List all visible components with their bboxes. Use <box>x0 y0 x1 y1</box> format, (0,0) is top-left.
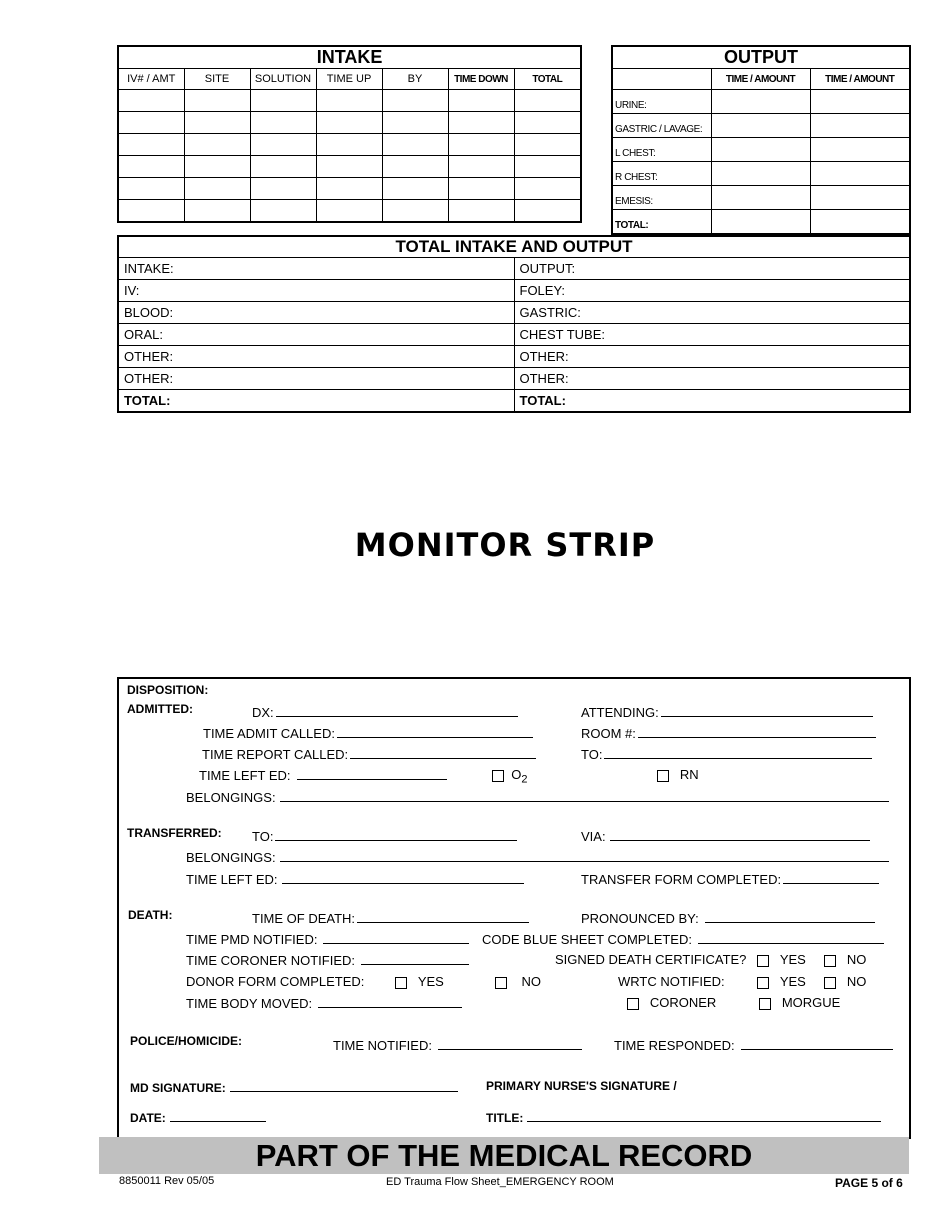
table-row <box>118 324 910 346</box>
table-cell[interactable] <box>514 156 581 178</box>
table-row <box>118 112 581 134</box>
wrtc-label: WRTC NOTIFIED: <box>618 974 725 989</box>
io-label[interactable]: ORAL: <box>118 324 514 346</box>
checkbox-icon <box>757 977 769 989</box>
table-cell[interactable] <box>118 90 184 112</box>
wrtc-yes-checkbox[interactable]: YES <box>757 974 806 989</box>
table-cell[interactable] <box>448 90 514 112</box>
col-header: SOLUTION <box>250 69 316 90</box>
transfer-belongings-field[interactable]: BELONGINGS: <box>186 849 889 865</box>
table-cell[interactable] <box>184 112 250 134</box>
table-cell[interactable] <box>711 186 810 210</box>
checkbox-icon <box>759 998 771 1010</box>
io-label[interactable]: OTHER: <box>118 368 514 390</box>
table-cell[interactable] <box>382 156 448 178</box>
table-cell[interactable] <box>316 156 382 178</box>
table-cell[interactable] <box>316 112 382 134</box>
checkbox-icon <box>495 977 507 989</box>
io-label[interactable]: FOLEY: <box>514 280 910 302</box>
io-total-label[interactable]: TOTAL: <box>118 390 514 413</box>
col-header: TOTAL <box>514 69 581 90</box>
wrtc-no-checkbox[interactable]: NO <box>824 974 866 989</box>
table-cell[interactable] <box>514 134 581 156</box>
table-cell[interactable] <box>448 112 514 134</box>
checkbox-icon <box>757 955 769 967</box>
o2-checkbox[interactable]: $O_2$ <box>492 767 527 788</box>
table-row <box>118 156 581 178</box>
dx-field[interactable]: DX: <box>252 704 518 720</box>
col-header: IV# / AMT <box>118 69 184 90</box>
checkbox-icon <box>824 955 836 967</box>
disposition-heading: DISPOSITION: <box>127 683 209 697</box>
time-pmd-field[interactable]: TIME PMD NOTIFIED: <box>186 931 469 947</box>
table-cell[interactable] <box>810 162 910 186</box>
belongings-field[interactable]: BELONGINGS: <box>186 789 889 805</box>
table-row <box>612 162 910 186</box>
col-header: TIME UP <box>316 69 382 90</box>
output-row-label: EMESIS: <box>612 186 711 210</box>
io-label[interactable]: CHEST TUBE: <box>514 324 910 346</box>
io-label[interactable]: OTHER: <box>514 368 910 390</box>
checkbox-icon <box>492 770 504 782</box>
medical-record-banner: PART OF THE MEDICAL RECORD <box>99 1137 909 1174</box>
time-of-death-field[interactable]: TIME OF DEATH: <box>252 910 529 926</box>
table-cell[interactable] <box>184 90 250 112</box>
table-cell[interactable] <box>448 200 514 223</box>
page-number: PAGE 5 of 6 <box>835 1176 903 1190</box>
table-cell[interactable] <box>514 90 581 112</box>
transfer-time-left-ed-field[interactable]: TIME LEFT ED: <box>186 871 524 887</box>
to-field[interactable]: TO: <box>581 746 872 762</box>
table-row <box>118 346 910 368</box>
table-cell[interactable] <box>118 178 184 200</box>
table-cell[interactable] <box>711 90 810 114</box>
form-number: 8850011 Rev 05/05 <box>119 1175 215 1187</box>
table-row <box>118 302 910 324</box>
transfer-form-field[interactable]: TRANSFER FORM COMPLETED: <box>581 871 879 887</box>
table-row <box>612 138 910 162</box>
table-cell[interactable] <box>711 162 810 186</box>
date-field[interactable]: DATE: <box>130 1109 266 1126</box>
table-cell[interactable] <box>184 134 250 156</box>
checkbox-icon <box>395 977 407 989</box>
output-title: OUTPUT <box>612 46 910 69</box>
table-row <box>118 280 910 302</box>
output-row-label: TOTAL: <box>612 210 711 235</box>
table-row <box>118 368 910 390</box>
table-row <box>118 178 581 200</box>
title-field[interactable]: TITLE: <box>486 1109 881 1126</box>
table-cell[interactable] <box>250 178 316 200</box>
time-report-called-field[interactable]: TIME REPORT CALLED: <box>202 746 536 762</box>
table-cell[interactable] <box>316 178 382 200</box>
intake-title: INTAKE <box>118 46 581 69</box>
via-field[interactable]: VIA: <box>581 828 870 844</box>
table-cell[interactable] <box>711 138 810 162</box>
table-cell[interactable] <box>250 200 316 223</box>
table-cell[interactable] <box>250 156 316 178</box>
table-cell[interactable] <box>118 156 184 178</box>
io-label[interactable]: GASTRIC: <box>514 302 910 324</box>
table-cell[interactable] <box>118 200 184 223</box>
table-cell[interactable] <box>514 200 581 223</box>
table-cell[interactable] <box>448 178 514 200</box>
table-cell[interactable] <box>448 134 514 156</box>
table-row <box>118 258 910 280</box>
col-header: TIME / AMOUNT <box>810 69 910 90</box>
table-row <box>118 200 581 223</box>
io-label[interactable]: INTAKE: <box>118 258 514 280</box>
transfer-to-field[interactable]: TO: <box>252 828 517 844</box>
intake-table <box>117 45 582 223</box>
table-cell[interactable] <box>382 90 448 112</box>
io-label[interactable]: OUTPUT: <box>514 258 910 280</box>
io-label[interactable]: IV: <box>118 280 514 302</box>
col-header: TIME DOWN <box>448 69 514 90</box>
col-header: BY <box>382 69 448 90</box>
coroner-checkbox[interactable]: CORONER <box>627 995 716 1010</box>
checkbox-icon <box>824 977 836 989</box>
table-row <box>118 90 581 112</box>
table-cell[interactable] <box>382 178 448 200</box>
output-row-label: GASTRIC / LAVAGE: <box>612 114 711 138</box>
table-cell[interactable] <box>184 156 250 178</box>
code-blue-field[interactable]: CODE BLUE SHEET COMPLETED: <box>482 931 884 947</box>
checkbox-icon <box>627 998 639 1010</box>
monitor-strip-heading: MONITOR STRIP <box>354 526 656 564</box>
rn-checkbox[interactable]: RN <box>657 767 699 782</box>
output-table <box>611 45 911 235</box>
table-cell[interactable] <box>810 114 910 138</box>
table-cell[interactable] <box>184 178 250 200</box>
io-total-label[interactable]: TOTAL: <box>514 390 910 413</box>
donor-yes-checkbox[interactable]: YES <box>395 974 444 989</box>
output-row-label: L CHEST: <box>612 138 711 162</box>
signed-cert-no-checkbox[interactable]: NO <box>824 952 866 967</box>
admitted-label: ADMITTED: <box>127 702 193 716</box>
intake-header-row <box>118 69 581 90</box>
table-cell[interactable] <box>810 90 910 114</box>
table-row <box>612 186 910 210</box>
checkbox-icon <box>657 770 669 782</box>
output-row-label: URINE: <box>612 90 711 114</box>
col-header: TIME / AMOUNT <box>711 69 810 90</box>
output-header-row <box>612 69 910 90</box>
transferred-label: TRANSFERRED: <box>127 826 222 840</box>
table-cell[interactable] <box>382 134 448 156</box>
table-cell[interactable] <box>448 156 514 178</box>
total-io-title: TOTAL INTAKE AND OUTPUT <box>118 236 910 258</box>
io-label[interactable]: OTHER: <box>514 346 910 368</box>
table-row <box>118 390 910 413</box>
attending-field[interactable]: ATTENDING: <box>581 704 873 720</box>
primary-nurse-label: PRIMARY NURSE'S SIGNATURE / <box>486 1079 677 1093</box>
md-signature-field[interactable]: MD SIGNATURE: <box>130 1079 458 1096</box>
table-cell[interactable] <box>711 114 810 138</box>
pronounced-by-field[interactable]: PRONOUNCED BY: <box>581 910 875 926</box>
total-io-table <box>117 235 911 413</box>
table-cell[interactable] <box>184 200 250 223</box>
table-row <box>118 134 581 156</box>
table-cell[interactable] <box>118 134 184 156</box>
form-name: ED Trauma Flow Sheet_EMERGENCY ROOM <box>386 1176 614 1188</box>
table-cell[interactable] <box>382 112 448 134</box>
table-cell[interactable] <box>118 112 184 134</box>
time-body-moved-field[interactable]: TIME BODY MOVED: <box>186 995 462 1011</box>
table-row <box>612 210 910 235</box>
table-cell[interactable] <box>810 186 910 210</box>
signed-cert-label: SIGNED DEATH CERTIFICATE? <box>555 952 747 967</box>
donor-no-checkbox[interactable]: NO <box>495 974 541 989</box>
table-cell[interactable] <box>514 112 581 134</box>
time-admit-called-field[interactable]: TIME ADMIT CALLED: <box>203 725 533 741</box>
col-header: SITE <box>184 69 250 90</box>
time-left-ed-field[interactable]: TIME LEFT ED: <box>199 767 447 783</box>
table-cell[interactable] <box>250 112 316 134</box>
table-cell[interactable] <box>316 90 382 112</box>
table-row <box>612 114 910 138</box>
table-cell[interactable] <box>250 90 316 112</box>
io-label[interactable]: BLOOD: <box>118 302 514 324</box>
room-field[interactable]: ROOM #: <box>581 725 876 741</box>
time-notified-field[interactable]: TIME NOTIFIED: <box>333 1037 582 1053</box>
table-cell[interactable] <box>316 200 382 223</box>
signed-cert-yes-checkbox[interactable]: YES <box>757 952 806 967</box>
time-coroner-field[interactable]: TIME CORONER NOTIFIED: <box>186 952 469 968</box>
col-header <box>612 69 711 90</box>
death-label: DEATH: <box>128 908 173 922</box>
table-cell[interactable] <box>810 138 910 162</box>
morgue-checkbox[interactable]: MORGUE <box>759 995 840 1010</box>
table-cell[interactable] <box>250 134 316 156</box>
table-cell[interactable] <box>514 178 581 200</box>
table-cell[interactable] <box>711 210 810 235</box>
table-cell[interactable] <box>316 134 382 156</box>
table-cell[interactable] <box>810 210 910 235</box>
output-row-label: R CHEST: <box>612 162 711 186</box>
table-cell[interactable] <box>382 200 448 223</box>
donor-form-label: DONOR FORM COMPLETED: <box>186 974 365 989</box>
io-label[interactable]: OTHER: <box>118 346 514 368</box>
table-row <box>612 90 910 114</box>
time-responded-field[interactable]: TIME RESPONDED: <box>614 1037 893 1053</box>
police-label: POLICE/HOMICIDE: <box>130 1034 243 1048</box>
